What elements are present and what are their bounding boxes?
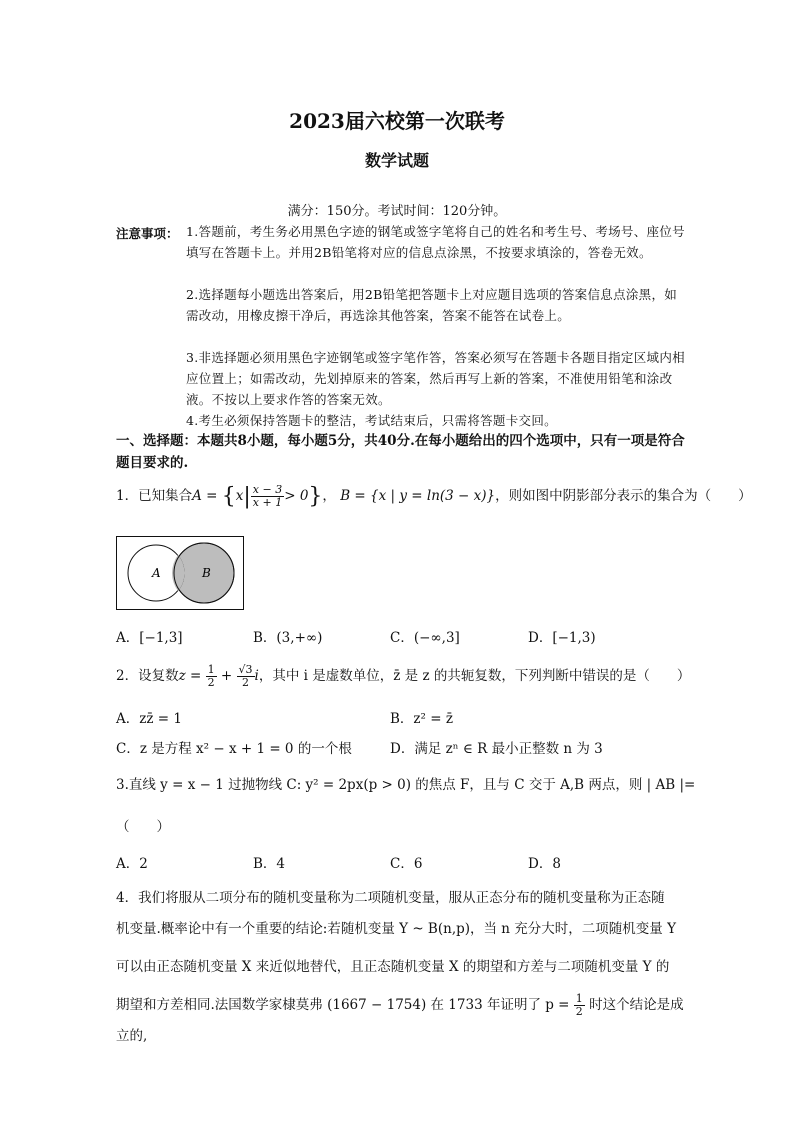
venn-diagram — [116, 536, 244, 610]
q2-option-c: C．z 是方程 x² − x + 1 = 0 的一个根 — [116, 741, 352, 757]
question-2: 2．设复数z = $\frac{1}{2}$ + $\frac{√3}{2}$ i，其中 i 是虚数单位，z̄ 是 z 的共轭复数，下列判断中错误的是（ ） — [116, 663, 691, 689]
q1-prefix: 1．已知集合 — [116, 488, 193, 504]
q2-frac-1: $\frac{1}{2}$ — [207, 663, 215, 689]
q2-z-eq: z = — [178, 668, 206, 684]
q1-set-a-var: x — [235, 488, 244, 504]
q1-option-a: A．[−1,3] — [116, 630, 183, 646]
q4-line-1: 4．我们将服从二项分布的随机变量称为二项随机变量，服从正态分布的随机变量称为正态随 — [116, 890, 665, 906]
q1-option-d: D．[−1,3) — [528, 630, 596, 646]
q3-option-a: A．2 — [116, 856, 148, 872]
q1-set-b: B = {x | y = ln(3 − x)} — [340, 488, 496, 504]
q2-option-d: D．满足 zⁿ ∈ R 最小正整数 n 为 3 — [390, 741, 603, 757]
note-item-3: 3.非选择题必须用黑色字迹钢笔或签字笔作答，答案必须写在答题卡各题目指定区域内相应位置上；如需改动，先划掉原来的答案，然后再写上新的答案，不准使用铅笔和涂改液。不按以上要求作答的答案无效。 — [186, 350, 685, 407]
q2-prefix: 2．设复数 — [116, 668, 179, 684]
q1-suffix: ，则如图中阴影部分表示的集合为（ ） — [495, 488, 752, 504]
q2-suffix: ，其中 i 是虚数单位，z̄ 是 z 的共轭复数，下列判断中错误的是（ ） — [258, 668, 691, 684]
notes-heading: 注意事项： — [116, 226, 179, 241]
q1-option-c: C．(−∞,3] — [390, 630, 460, 646]
q3-option-b: B．4 — [253, 856, 286, 872]
venn-label-a: A — [152, 566, 161, 580]
q2-frac-2: $\frac{√3}{2}$ — [238, 663, 253, 689]
section-heading: 一、选择题：本题共8小题，每小题5分，共40分.在每小题给出的四个选项中，只有一项是符合题目要求的. — [116, 433, 685, 471]
venn-label-b: B — [202, 566, 211, 580]
q4-line-3: 可以由正态随机变量 X 来近似地替代，且正态随机变量 X 的期望和方差与二项随机变量 Y 的 — [116, 959, 670, 975]
q1-set-a-lhs: A = — [192, 488, 222, 504]
note-item-4: 4.考生必须保持答题卡的整洁，考试结束后，只需将答题卡交回。 — [186, 413, 557, 428]
note-item-2: 2.选择题每小题选出答案后，用2B铅笔把答题卡上对应题目选项的答案信息点涂黑，如需改动，用橡皮擦干净后，再选涂其他答案，答案不能答在试卷上。 — [186, 287, 678, 323]
q2-option-b: B．z² = z̄ — [390, 711, 453, 727]
question-1: 1．已知集合A = {x| $\frac{x - 3}{x + 1}$ > 0}， B = {x | y = ln(3 − x)}，则如图中阴影部分表示的集合为（ ） — [116, 483, 752, 509]
q3-option-d: D．8 — [528, 856, 561, 872]
page-title: 2023届六校第一次联考 — [289, 109, 505, 133]
q4-frac: $\frac{1}{2}$ — [575, 992, 583, 1018]
question-3: 3.直线 y = x − 1 过抛物线 C: y² = 2px(p > 0) 的焦点 F，且与 C 交于 A,B 两点，则 | AB |= — [116, 777, 696, 793]
q4-line-2: 机变量.概率论中有一个重要的结论:若随机变量 Y ~ B(n,p)，当 n 充分大时，二项随机变量 Y — [116, 921, 676, 937]
q3-option-c: C．6 — [390, 856, 423, 872]
exam-info: 满分：150分。考试时间：120分钟。 — [287, 204, 507, 219]
page-subtitle: 数学试题 — [364, 151, 429, 170]
q2-option-a: A．zz̄ = 1 — [116, 711, 182, 727]
q1-set-a-fraction: $\frac{x - 3}{x + 1}$ — [252, 483, 283, 509]
q1-set-a-cond: > 0 — [284, 488, 309, 504]
note-item-1: 1.答题前，考生务必用黑色字迹的钢笔或签字笔将自己的姓名和考生号、考场号、座位号填写在答题卡上。并用2B铅笔将对应的信息点涂黑，不按要求填涂的，答卷无效。 — [186, 224, 685, 260]
q3-answer-paren: （ ） — [116, 819, 170, 835]
q4-line-4: 期望和方差相同.法国数学家棣莫弗 (1667 − 1754) 在 1733 年证明了 p = $\frac{1}{2}$ 时这个结论是成立的, — [116, 992, 684, 1044]
q1-option-b: B．(3,+∞) — [253, 630, 323, 646]
